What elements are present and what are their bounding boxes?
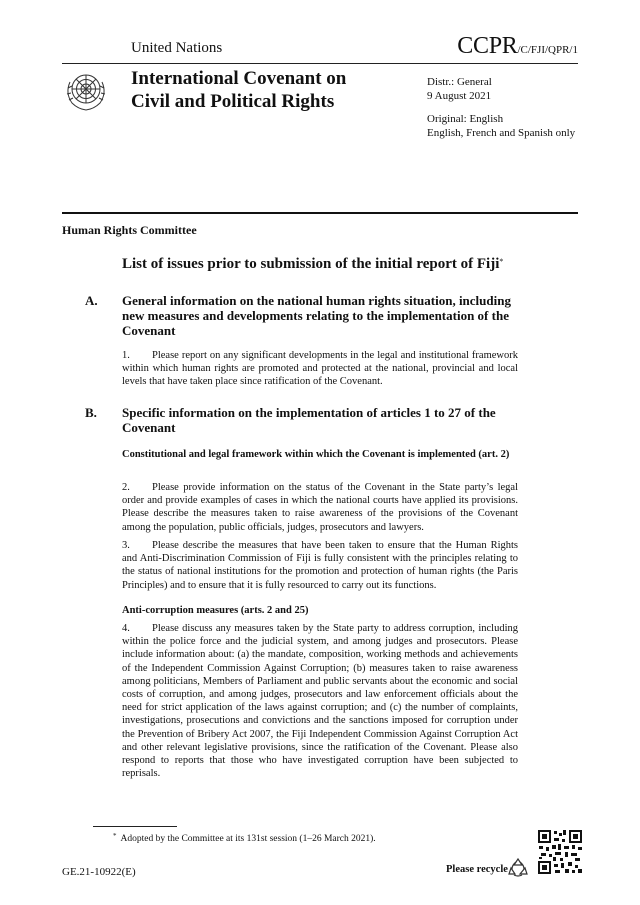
- issue-date: 9 August 2021: [427, 90, 492, 102]
- paragraph-text: Please discuss any measures taken by the State party to address corruption, including within the police force and the judicial system, and among judges and prosecutors. Please include information about: (a) the mandate, composition, working methods and achievements of the Independent Commission Against Corruption; (b) measures taken to raise awareness among politicians, Members of Parliament and public servants about the economic and social costs of corruption, and among judges, prosecutors and law enforcement officials about the need for strict application of the laws against corruption; and (c) the number of complaints, investigations, prosecutions and convictions and the sanctions imposed for corruption under the Prevention of Bribery Act 2007, the Fiji Independent Commission Against Corruption Act and other relevant legislative provisions, since the ratification of the Covenant. Please also respond to reports that those who have investigated corruption have been subjected to reprisals.: [122, 623, 518, 780]
- section-divider: [62, 212, 578, 214]
- paragraph-number: 1.: [122, 350, 130, 361]
- paragraph-text: Please provide information on the status of the Covenant in the State party’s legal order and provide examples of cases in which the national courts have applied its provisions. Please describe the measures taken to raise awareness of the provisions of the Covenant among the population, public officials, judges, prosecutors and lawyers.: [122, 482, 518, 533]
- paragraph-number: 3.: [122, 540, 130, 551]
- title-line-2: Civil and Political Rights: [131, 91, 335, 112]
- org-name: United Nations: [131, 40, 223, 56]
- footnote-text: Adopted by the Committee at its 131st session (1–26 March 2021).: [120, 834, 376, 844]
- title-line-1: International Covenant on: [131, 68, 347, 89]
- section-a-heading: [85, 293, 525, 338]
- footnote: [113, 832, 376, 844]
- section-b-heading: [85, 405, 525, 435]
- covenant-title: [131, 67, 401, 113]
- paragraph-number: 4.: [122, 623, 130, 634]
- footnote-marker: *: [113, 832, 117, 840]
- document-title: [122, 256, 503, 273]
- section-b-title: Specific information on the implementation of articles 1 to 27 of the Covenant: [122, 405, 496, 435]
- un-emblem-icon: [62, 66, 110, 114]
- paragraph-4: [122, 622, 518, 780]
- distr-label: Distr.: General: [427, 76, 492, 88]
- footnote-rule: [93, 826, 177, 827]
- paragraph-number: 2.: [122, 482, 130, 493]
- section-a-number: A.: [85, 293, 98, 308]
- recycle-label: Please recycle: [446, 864, 508, 875]
- committee-name: Human Rights Committee: [62, 223, 197, 237]
- paragraph-3: [122, 539, 518, 592]
- languages: English, French and Spanish only: [427, 127, 576, 139]
- symbol-main: CCPR: [457, 33, 518, 59]
- symbol-suffix: /C/FJI/QPR/1: [517, 44, 578, 56]
- paragraph-1: [122, 349, 518, 389]
- footnote-mark: *: [499, 257, 504, 266]
- section-a-title: General information on the national human rights situation, including new measures and developments relating to the implementation of the Covenant: [122, 293, 511, 338]
- subheading-framework: Constitutional and legal framework within which the Covenant is implemented (art. 2): [122, 449, 510, 460]
- subheading-anti-corruption: Anti-corruption measures (arts. 2 and 25): [122, 605, 309, 616]
- section-b-number: B.: [85, 405, 97, 420]
- qr-code-icon: [537, 829, 583, 875]
- distribution-block: [427, 75, 575, 140]
- document-title-text: List of issues prior to submission of the initial report of Fiji: [122, 256, 500, 272]
- paragraph-2: [122, 481, 518, 534]
- recycle-icon: [507, 856, 529, 878]
- paragraph-text: Please report on any significant developments in the legal and institutional framework within which human rights are promoted and protected at the national, provincial and local levels that have taken place since ratification of the Covenant.: [122, 350, 518, 388]
- header-rule: [62, 63, 578, 64]
- paragraph-text: Please describe the measures that have been taken to ensure that the Human Rights and Anti-Discrimination Commission of Fiji is fully consistent with the principles relating to the status of national institutions for the promotion and protection of human rights (the Paris Principles) and to ensure that it is fully resourced to carry out its functions.: [122, 540, 518, 591]
- original-language: Original: English: [427, 113, 504, 125]
- document-symbol: [457, 33, 578, 60]
- job-number: GE.21-10922(E): [62, 866, 136, 878]
